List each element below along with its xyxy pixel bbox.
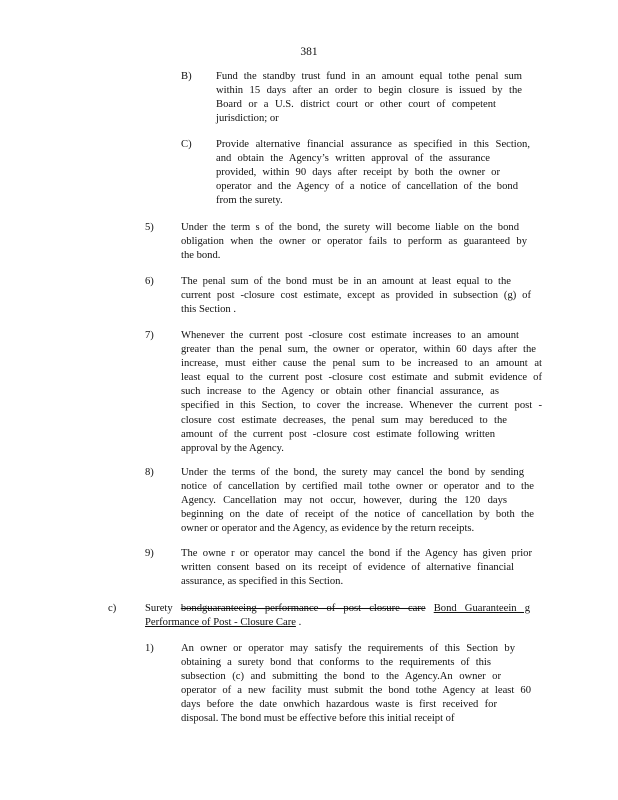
subsection-label: c) (108, 603, 117, 614)
text-line: An owner or operator may satisfy the requirements of this Section by (181, 643, 515, 654)
text-line: this Section . (181, 304, 237, 316)
item-text (181, 547, 532, 589)
item-text (181, 466, 534, 536)
text-line: Board or a U.S. district court or other court of competent (216, 99, 496, 111)
text-line: specified in this Section, to cover the increase. Whenever the current post - (181, 400, 542, 412)
text-line: amount of the current post -closure cost estimate following written (181, 428, 495, 440)
text-line: The owne r or operator may cancel the bond if the Agency has given prior (181, 548, 532, 559)
text-line: disposal. The bond must be effective before this initial receipt of (181, 713, 455, 725)
text-line: operator of a new facility must submit the bond tothe Agency at least 60 (181, 685, 531, 697)
subsection-heading (145, 602, 530, 630)
item-label: 6) (145, 276, 154, 287)
item-label: 1) (145, 643, 154, 654)
text-line: obligation when the owner or operator fails to perform as guaranteed by (181, 236, 527, 248)
heading-period: . (298, 617, 302, 629)
text-line: Agency. Cancellation may not occur, however, during the 120 days (181, 495, 507, 507)
text-line: jurisdiction; or (216, 113, 279, 125)
item-text (216, 138, 530, 208)
text-line: current post -closure cost estimate, except as provided in subsection (g) of (181, 290, 531, 302)
text-line: days before the date onwhich hazardous waste is first received for (181, 699, 497, 711)
item-label: 5) (145, 222, 154, 233)
heading-line (145, 602, 530, 616)
text-line: Fund the standby trust fund in an amount equal tothe penal sum (216, 71, 522, 82)
text-line: Provide alternative financial assurance as specified in this Section, (216, 139, 530, 150)
inserted-text: Performance of Post - Closure Care (145, 617, 296, 629)
item-label: 9) (145, 548, 154, 559)
page-number: 381 (300, 46, 318, 58)
text-line: approval by the Agency. (181, 442, 284, 454)
text-line: obtaining a surety bond that conforms to the requirements of this (181, 657, 491, 669)
text-line: Whenever the current post -closure cost estimate increases to an amount (181, 330, 519, 341)
text-line: assurance, as specified in this Section. (181, 576, 344, 588)
text-line: greater than the penal sum, the owner or operator, within 60 days after the (181, 344, 536, 356)
text-line: subsection (c) and submitting the bond to the Agency.An owner or (181, 671, 501, 683)
text-line: Under the term s of the bond, the surety will become liable on the bond (181, 222, 519, 233)
heading-line (145, 616, 530, 630)
text-line: within 15 days after an order to begin closure is issued by the (216, 85, 522, 97)
text-line: and obtain the Agency’s written approval of the assurance (216, 153, 490, 165)
item-text (181, 221, 527, 263)
text-line: such increase to the Agency or obtain other financial assurance, as (181, 386, 499, 398)
item-text (181, 329, 542, 456)
text-line: closure cost estimate decreases, the penal sum may bereduced to the (181, 414, 507, 426)
item-text (181, 642, 531, 727)
text-line: notice of cancellation by certified mail tothe owner or operator and to the (181, 481, 534, 493)
heading-plain-text: Surety (145, 603, 173, 614)
text-line: Under the terms of the bond, the surety may cancel the bond by sending (181, 467, 524, 478)
item-label: C) (181, 139, 192, 150)
text-line: from the surety. (216, 195, 283, 207)
text-line: The penal sum of the bond must be in an amount at least equal to the (181, 276, 511, 287)
deleted-text: bondguaranteeing performance of post closure care (180, 603, 426, 614)
item-label: 8) (145, 467, 154, 478)
text-line: increase, must either cause the penal sum to be increased to an amount at (181, 358, 542, 370)
text-line: written consent based on its receipt of evidence of alternative financial (181, 562, 514, 574)
text-line: operator and the Agency of a notice of cancellation of the bond (216, 181, 518, 193)
inserted-text: Bond Guaranteein g (433, 603, 530, 614)
item-text (181, 275, 531, 317)
text-line: the bond. (181, 250, 221, 262)
text-line: least equal to the current post -closure cost estimate and submit evidence of (181, 372, 542, 384)
text-line: beginning on the date of receipt of the notice of cancellation by both the (181, 509, 534, 521)
item-text (216, 70, 522, 126)
item-label: B) (181, 71, 192, 82)
text-line: owner or operator and the Agency, as evidence by the return receipts. (181, 523, 475, 535)
text-line: provided, within 90 days after receipt by both the owner or (216, 167, 500, 179)
item-label: 7) (145, 330, 154, 341)
